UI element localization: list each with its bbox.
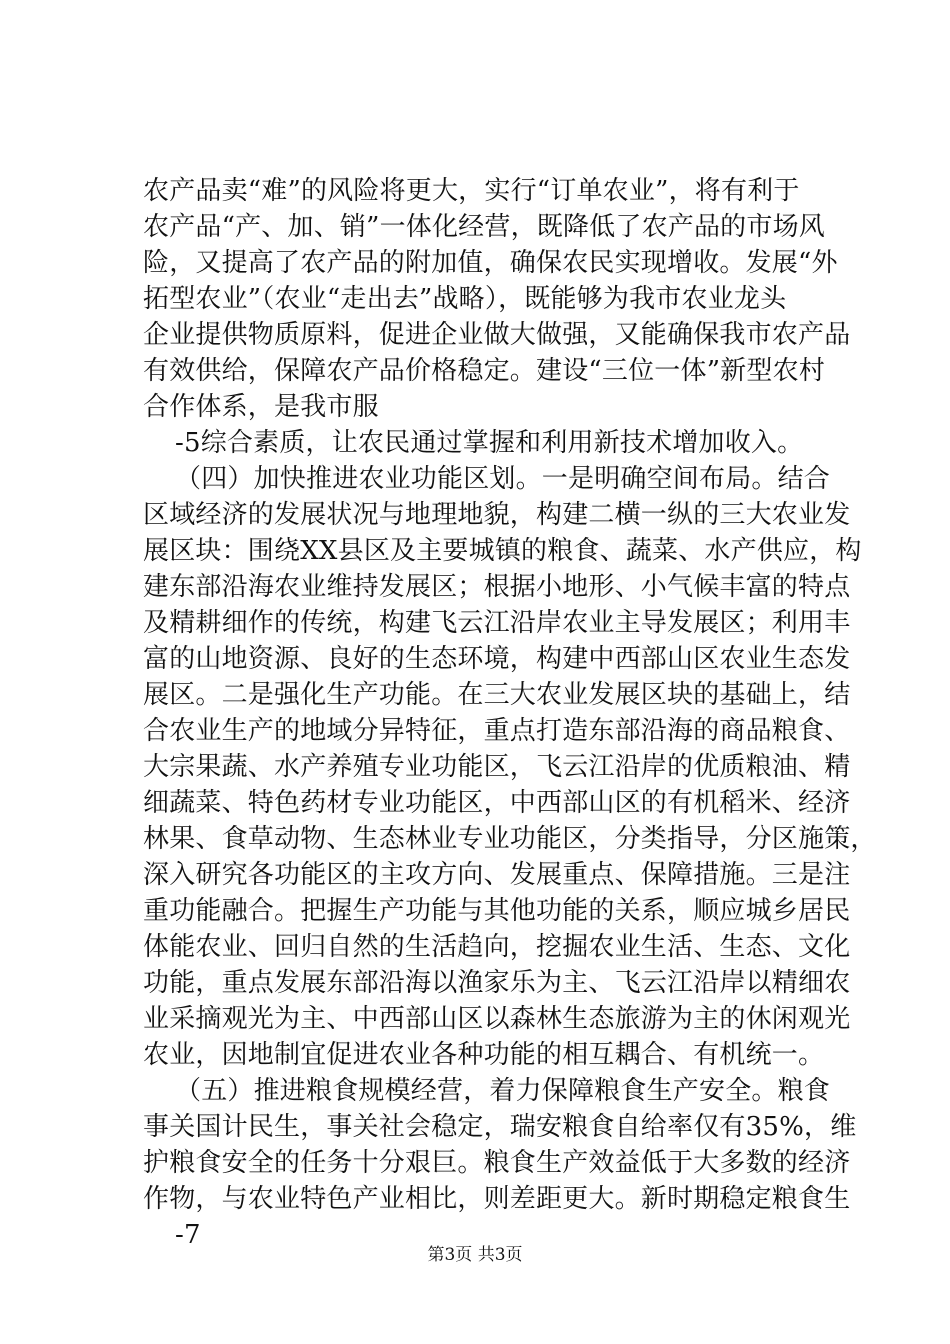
text-line-27: 事关国计民生，事关社会稳定，瑞安粮食自给率仅有35%，维	[143, 1112, 857, 1142]
text-line-6: 有效供给，保障农产品价格稳定。建设“三位一体”新型农村	[143, 356, 825, 386]
paragraph-5-start: （五）推进粮食规模经营，着力保障粮食生产安全。粮食	[175, 1076, 831, 1106]
text-line-1: 农产品卖“难”的风险将更大，实行“订单农业”，将有利于	[143, 176, 800, 206]
text-line-21: 重功能融合。把握生产功能与其他功能的关系，顺应城乡居民	[143, 896, 851, 926]
text-line-20: 深入研究各功能区的主攻方向、发展重点、保障措施。三是注	[143, 860, 851, 890]
text-line-22: 体能农业、回归自然的生活趋向，挖掘农业生活、生态、文化	[143, 932, 851, 962]
text-line-3: 险，又提高了农产品的附加值，确保农民实现增收。发展“外	[143, 248, 838, 278]
text-line-16: 合农业生产的地域分异特征，重点打造东部沿海的商品粮食、	[143, 716, 851, 746]
text-line-5: 企业提供物质原料，促进企业做大做强，又能确保我市农产品	[143, 320, 851, 350]
text-line-15: 展区。二是强化生产功能。在三大农业发展区块的基础上，结	[143, 680, 851, 710]
page-footer: 第3页 共3页	[427, 1245, 523, 1265]
text-line-14: 富的山地资源、良好的生态环境，构建中西部山区农业生态发	[143, 644, 851, 674]
text-line-2: 农产品“产、加、销”一体化经营，既降低了农产品的市场风	[143, 212, 825, 242]
text-line-19: 林果、食草动物、生态林业专业功能区，分类指导，分区施策，	[143, 824, 877, 854]
text-line-12: 建东部沿海农业维持发展区；根据小地形、小气候丰富的特点	[143, 572, 851, 602]
text-line-11: 展区块：围绕XX县区及主要城镇的粮食、蔬菜、水产供应，构	[143, 536, 862, 566]
text-line-10: 区域经济的发展状况与地理地貌，构建二横一纵的三大农业发	[143, 500, 851, 530]
paragraph-4-start: （四）加快推进农业功能区划。一是明确空间布局。结合	[175, 464, 831, 494]
text-line-25: 农业，因地制宜促进农业各种功能的相互耦合、有机统一。	[143, 1040, 825, 1070]
text-line-8: -5综合素质，让农民通过掌握和利用新技术增加收入。	[175, 428, 804, 458]
text-line-23: 功能，重点发展东部沿海以渔家乐为主、飞云江沿岸以精细农	[143, 968, 851, 998]
text-line-13: 及精耕细作的传统，构建飞云江沿岸农业主导发展区；利用丰	[143, 608, 851, 638]
text-line-7: 合作体系，是我市服	[143, 392, 379, 422]
text-line-24: 业采摘观光为主、中西部山区以森林生态旅游为主的休闲观光	[143, 1004, 851, 1034]
page-marker: -7	[175, 1220, 201, 1250]
text-line-17: 大宗果蔬、水产养殖专业功能区，飞云江沿岸的优质粮油、精	[143, 752, 851, 782]
text-line-29: 作物，与农业特色产业相比，则差距更大。新时期稳定粮食生	[143, 1184, 851, 1214]
text-line-4: 拓型农业”（农业“走出去”战略），既能够为我市农业龙头	[143, 284, 787, 314]
text-line-28: 护粮食安全的任务十分艰巨。粮食生产效益低于大多数的经济	[143, 1148, 851, 1178]
text-line-18: 细蔬菜、特色药材专业功能区，中西部山区的有机稻米、经济	[143, 788, 851, 818]
